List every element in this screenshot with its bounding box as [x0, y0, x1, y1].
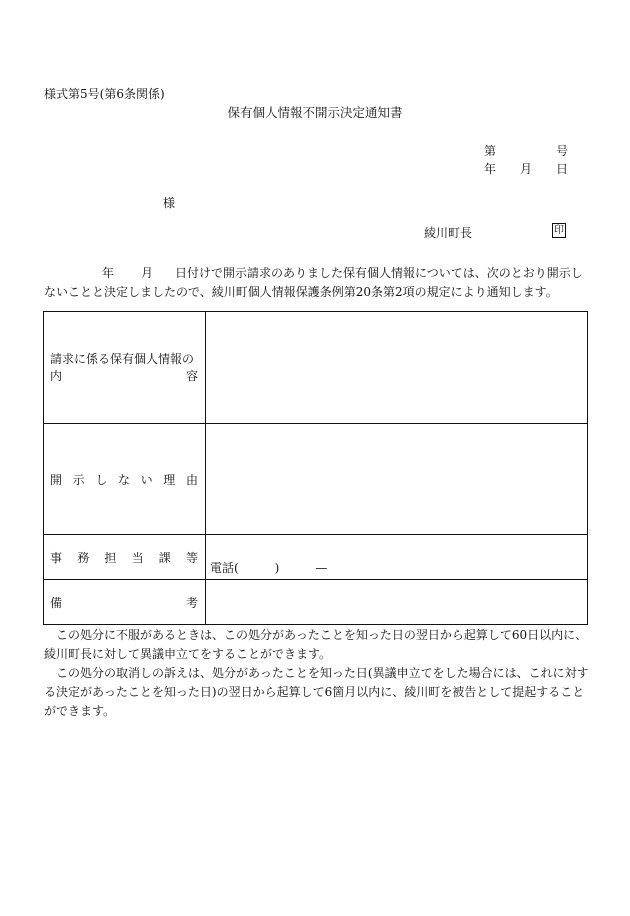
- table-row-request: [44, 312, 588, 424]
- request-value-cell: [206, 312, 588, 424]
- reason-char: な: [117, 472, 130, 487]
- request-label-uchi: 内: [50, 368, 63, 383]
- reason-char: 由: [185, 472, 198, 487]
- date-day: 日: [555, 162, 568, 176]
- footnote-2-line-1: この処分の取消しの訴えは、処分があったことを知った日(異議申立てをした場合には、これに対す: [56, 666, 589, 680]
- date-year: 年: [484, 162, 497, 176]
- footnote-2-line-3: ができます。: [44, 704, 116, 718]
- form-number: 様式第5号(第6条関係): [44, 87, 165, 101]
- office-char: 当: [131, 550, 144, 565]
- seal-mark: 印: [554, 225, 564, 236]
- intro-month: 月: [141, 266, 154, 280]
- intro-line-1: [44, 264, 584, 283]
- request-label: [44, 312, 206, 424]
- request-label-you: 容: [185, 368, 198, 383]
- reason-char: 示: [72, 472, 85, 487]
- office-char: 等: [185, 550, 198, 565]
- issue-date: [484, 160, 568, 177]
- remarks-char: 備: [50, 595, 63, 610]
- office-char: 務: [77, 550, 90, 565]
- remarks-char: 考: [185, 595, 198, 610]
- intro-line-1-text: 日付けで開示請求のありました保有個人情報については、次のとおり開示し: [175, 266, 583, 280]
- phone-field: 電話( ) —: [210, 561, 328, 575]
- reason-char: し: [95, 472, 108, 487]
- reason-value-cell: [206, 424, 588, 535]
- addressee-suffix: 様: [163, 196, 176, 210]
- office-value-cell: [206, 535, 588, 580]
- footnote-2-line-2: る決定があったことを知った日)の翌日から起算して6箇月以内に、綾川町を被告として提起すること: [44, 685, 585, 699]
- table-row-remarks: [44, 580, 588, 625]
- office-label: [44, 535, 206, 580]
- reason-char: 理: [163, 472, 176, 487]
- reason-char: い: [140, 472, 153, 487]
- office-char: 課: [158, 550, 171, 565]
- reason-label: [44, 424, 206, 535]
- intro-paragraph: [44, 264, 584, 302]
- information-table: [43, 311, 588, 625]
- table-row-reason: [44, 424, 588, 535]
- number-prefix: 第: [484, 144, 497, 158]
- intro-line-2: ないことと決定しましたので、綾川町個人情報保護条例第20条第2項の規定により通知します。: [44, 285, 558, 299]
- remarks-value-cell: [206, 580, 588, 625]
- request-label-line-1: 請求に係る保有個人情報の: [50, 351, 195, 366]
- issue-number: [484, 142, 568, 159]
- number-suffix: 号: [555, 144, 568, 158]
- date-month: 月: [519, 162, 532, 176]
- footnote-1-line-2: 綾川町長に対して異議申立てをすることができます。: [44, 647, 332, 661]
- issuer-name: 綾川町長: [424, 226, 473, 240]
- footnote-1-line-1: この処分に不服があるときは、この処分があったことを知った日の翌日から起算して60日以内に、: [56, 628, 588, 642]
- remarks-label: [44, 580, 206, 625]
- office-char: 担: [104, 550, 117, 565]
- reason-char: 開: [50, 472, 63, 487]
- table-row-office: [44, 535, 588, 580]
- office-char: 事: [50, 550, 63, 565]
- intro-year: 年: [102, 266, 115, 280]
- document-title: 保有個人情報不開示決定通知書: [227, 105, 403, 120]
- footnotes: [44, 626, 589, 721]
